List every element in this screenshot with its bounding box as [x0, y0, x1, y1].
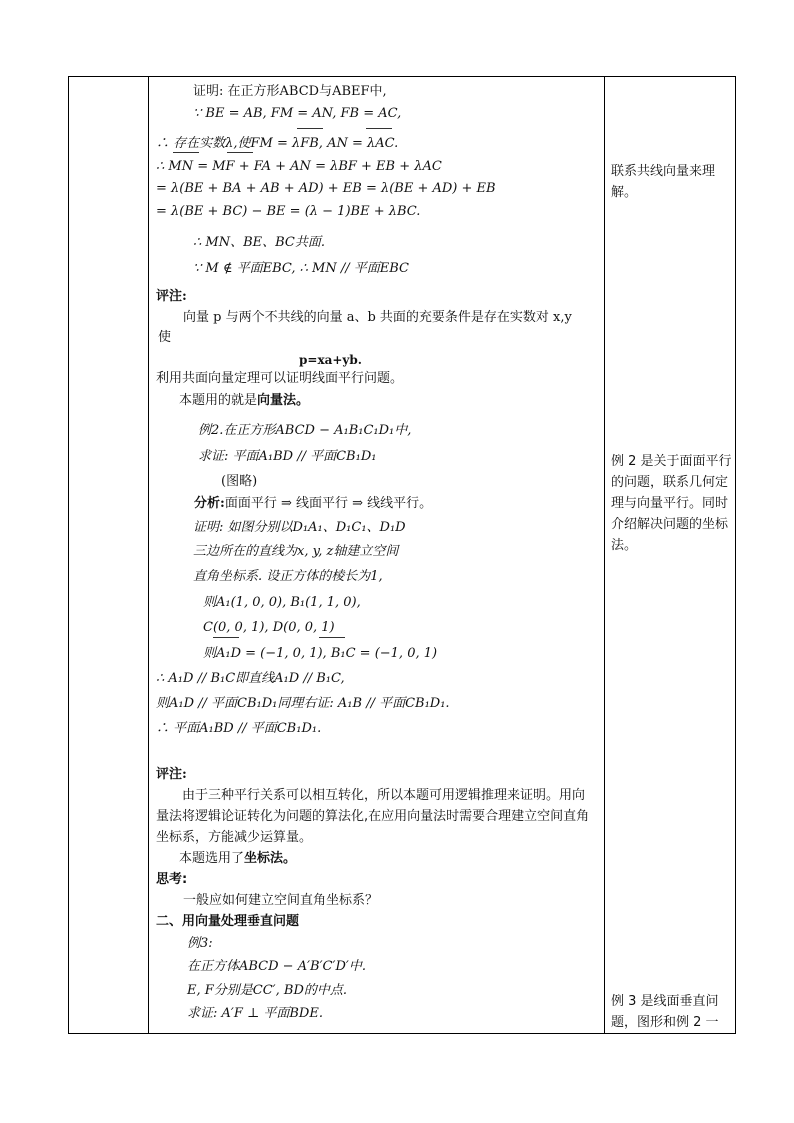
proof1-line-4: ∴ MN = MF + FA + AN = λBF + EB + λAC [156, 159, 442, 174]
proof1-line-3: ∴ 存在实数λ,使FM = λFB, AN = λAC. [156, 136, 399, 151]
vector-arrow-mark [213, 637, 239, 643]
vector-arrow-mark [319, 637, 345, 643]
vector-arrow-mark [366, 128, 392, 134]
note-3: 例 3 是线面垂直问题，图形和例 2 一 [611, 994, 719, 1030]
remark2-title: 评注: [156, 767, 187, 782]
think-question: 一般应如何建立空间直角坐标系？ [183, 893, 379, 908]
remark1-line-2: 使 [158, 330, 172, 345]
example2-line-2: 求证: 平面A₁BD // 平面CB₁D₁ [198, 449, 377, 464]
proof2-line-5: C(0, 0, 1), D(0, 0, 1) [203, 620, 335, 635]
remark1-line-1: 向量 p 与两个不共线的向量 a、b 共面的充要条件是存在实数对 x,y [183, 310, 572, 325]
proof1-line-5: = λ(BE + BA + AB + AD) + EB = λ(BE + AD) + EB [156, 181, 496, 196]
example3-line-2: 在正方体ABCD − A′B′C′D′中. [187, 959, 366, 974]
lesson-table [68, 76, 736, 1034]
example3-line-4: 求证: A′F ⊥ 平面BDE. [187, 1006, 323, 1021]
vector-arrow-mark [297, 128, 323, 134]
analysis-line: 分析:面面平行 ⇒ 线面平行 ⇒ 线线平行。 [194, 496, 433, 511]
proof1-line-1: 证明: 在正方形ABCD与ABEF中, [193, 84, 387, 99]
example2-line-1: 例2.在正方形ABCD − A₁B₁C₁D₁中, [198, 423, 412, 438]
proof2-line-6: 则A₁D = (−1, 0, 1), B₁C = (−1, 0, 1) [203, 646, 438, 661]
proof1-line-8: ∵ M ∉ 平面EBC, ∴ MN // 平面EBC [193, 261, 409, 276]
proof2-line-3: 直角坐标系. 设正方体的棱长为1, [193, 569, 383, 584]
remark1-line-3: 利用共面向量定理可以证明线面平行问题。 [156, 371, 404, 386]
example3-line-1: 例3: [187, 936, 213, 951]
proof2-line-1: 证明: 如图分别以D₁A₁、D₁C₁、D₁D [193, 520, 406, 535]
remark1-title: 评注: [156, 289, 187, 304]
example2-figure-omitted: (图略) [221, 474, 258, 489]
proof1-line-7: ∴ MN、BE、BC共面. [193, 235, 326, 250]
remark2-paragraph: 由于三种平行关系可以相互转化，所以本题可用逻辑推理来证明。用向量法将逻辑论证转化为问题的算法化,在应用向量法时需要合理建立空间直角坐标系，方能减少运算量。 [156, 788, 590, 845]
think-title: 思考: [156, 872, 188, 887]
section2-heading: 二、用向量处理垂直问题 [156, 914, 300, 929]
main-content-cell [149, 77, 604, 1033]
vector-arrow-mark [173, 152, 199, 158]
proof1-line-2: ∵ BE = AB, FM = AN, FB = AC, [193, 106, 402, 121]
remark2-last-line: 本题选用了坐标法。 [179, 851, 297, 866]
note-1: 联系共线向量来理解。 [611, 164, 716, 200]
proof1-line-6: = λ(BE + BC) − BE = (λ − 1)BE + λBC. [156, 204, 421, 219]
proof2-line-8: 则A₁D // 平面CB₁D₁同理右证: A₁B // 平面CB₁D₁. [156, 696, 450, 711]
note-2: 例 2 是关于面面平行的问题，联系几何定理与向量平行。同时介绍解决问题的坐标法。 [611, 454, 732, 553]
proof2-line-2: 三边所在的直线为x, y, z轴建立空间 [193, 544, 399, 559]
proof2-line-7: ∴ A₁D // B₁C即直线A₁D // B₁C, [156, 671, 345, 686]
remark1-formula: p=xa+yb. [299, 353, 362, 367]
vector-arrow-mark [227, 152, 253, 158]
teaching-notes-cell [605, 77, 735, 1033]
remark1-line-4: 本题用的就是向量法。 [179, 393, 310, 408]
proof2-line-4: 则A₁(1, 0, 0), B₁(1, 1, 0), [203, 595, 361, 610]
proof2-line-9: ∴ 平面A₁BD // 平面CB₁D₁. [156, 721, 322, 736]
example3-line-3: E, F分别是CC′, BD的中点. [187, 983, 347, 998]
